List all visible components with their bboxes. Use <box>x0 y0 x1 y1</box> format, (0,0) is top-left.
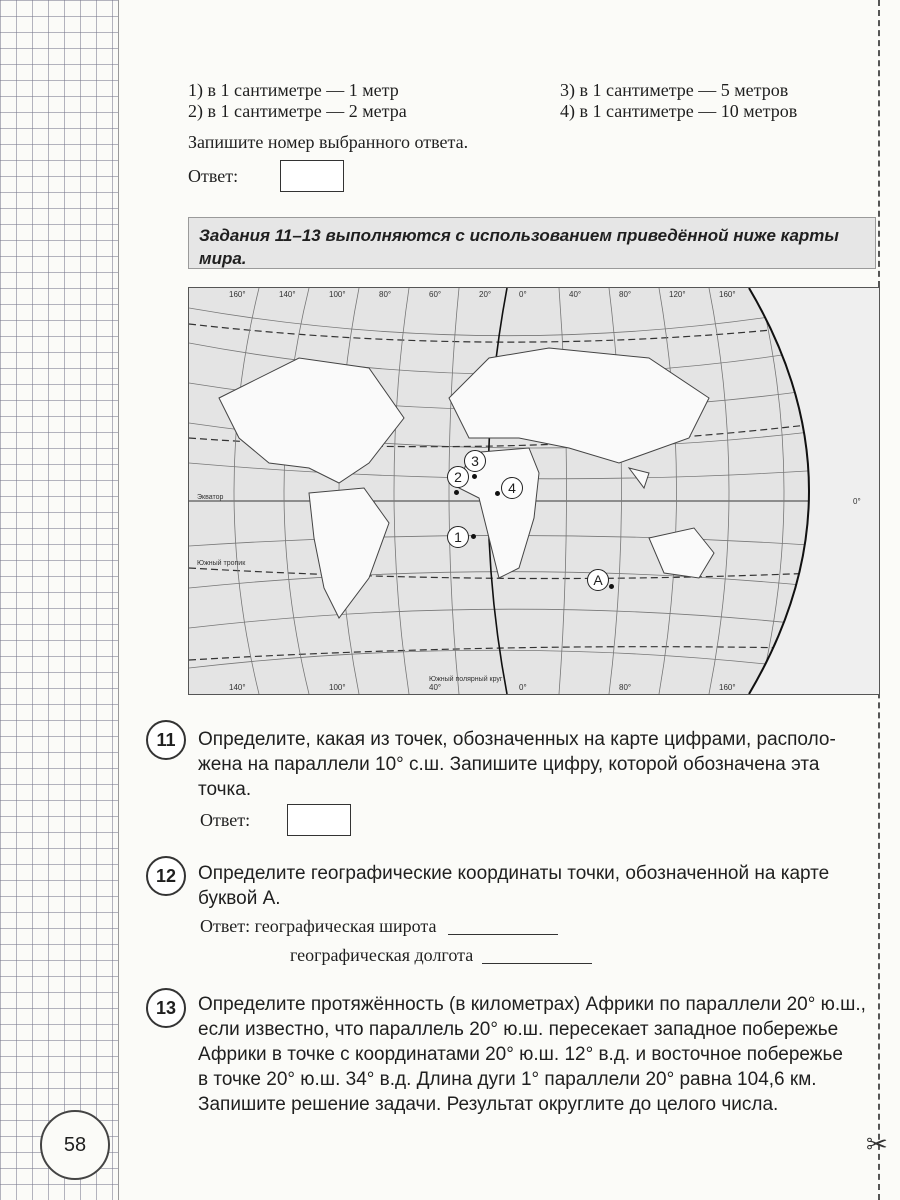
svg-text:0°: 0° <box>519 683 527 692</box>
svg-text:80°: 80° <box>379 290 392 299</box>
svg-text:40°: 40° <box>569 290 582 299</box>
point-1-dot <box>471 534 476 539</box>
svg-text:40°: 40° <box>429 683 442 692</box>
world-map-svg <box>189 288 879 694</box>
point-a-marker: A <box>587 569 609 591</box>
task-11-line-2: жена на параллели 10° с.ш. Запишите цифру, которой обозначена эта <box>198 754 820 775</box>
svg-text:120°: 120° <box>669 290 686 299</box>
point-3-dot <box>472 474 477 479</box>
point-4-marker: 4 <box>501 477 523 499</box>
task-13-number: 13 <box>146 988 186 1028</box>
task-13-line-4: в точке 20° ю.ш. 34° в.д. Длина дуги 1° параллели 20° равна 104,6 км. <box>198 1069 817 1090</box>
task-11-answer-box[interactable] <box>287 804 351 836</box>
task-13-line-1: Определите протяжённость (в километрах) Африки по параллели 20° ю.ш., <box>198 994 866 1015</box>
scissors-icon: ✂ <box>866 1130 888 1159</box>
answer-label: Ответ: <box>188 166 239 186</box>
task-13-line-5: Запишите решение задачи. Результат округлите до целого числа. <box>198 1094 779 1115</box>
svg-text:80°: 80° <box>619 290 632 299</box>
task-11-line-1: Определите, какая из точек, обозначенных на карте цифрами, располо- <box>198 729 836 750</box>
task-11-number: 11 <box>146 720 186 760</box>
option-3: 3) в 1 сантиметре — 5 метров <box>560 80 789 100</box>
option-2: 2) в 1 сантиметре — 2 метра <box>188 101 407 121</box>
graph-paper-margin <box>0 0 119 1200</box>
south-polar-label: Южный полярный круг <box>429 676 503 683</box>
option-4: 4) в 1 сантиметре — 10 метров <box>560 101 798 121</box>
svg-text:160°: 160° <box>229 290 246 299</box>
svg-text:140°: 140° <box>229 683 246 692</box>
svg-text:80°: 80° <box>619 683 632 692</box>
page-number: 58 <box>40 1110 110 1180</box>
tasks-banner: Задания 11–13 выполняются с использованием приведённой ниже карты мира. <box>188 217 876 269</box>
point-3-marker: 3 <box>464 450 486 472</box>
task-12-line-2: буквой А. <box>198 888 281 909</box>
map-graticule <box>189 288 879 694</box>
option-1: 1) в 1 сантиметре — 1 метр <box>188 80 399 100</box>
svg-text:160°: 160° <box>719 290 736 299</box>
svg-text:60°: 60° <box>429 290 442 299</box>
svg-text:160°: 160° <box>719 683 736 692</box>
task-12-answer-longitude-label: географическая долгота <box>290 945 474 965</box>
svg-text:0°: 0° <box>853 497 861 506</box>
point-2-marker: 2 <box>447 466 469 488</box>
svg-text:20°: 20° <box>479 290 492 299</box>
world-map <box>188 287 880 695</box>
task-11-answer-label: Ответ: <box>200 810 251 830</box>
task-12-line-1: Определите географические координаты точки, обозначенной на карте <box>198 863 830 884</box>
task-12-answer-latitude-label: Ответ: географическая широта <box>200 916 437 936</box>
svg-text:140°: 140° <box>279 290 296 299</box>
latitude-answer-field[interactable] <box>448 934 558 935</box>
task-11-line-3: точка. <box>198 779 252 800</box>
svg-text:100°: 100° <box>329 683 346 692</box>
point-1-marker: 1 <box>447 526 469 548</box>
longitude-answer-field[interactable] <box>482 963 592 964</box>
south-tropic-label: Южный тропик <box>197 560 246 567</box>
instruction-text: Запишите номер выбранного ответа. <box>188 132 469 152</box>
point-2-dot <box>454 490 459 495</box>
svg-text:0°: 0° <box>519 290 527 299</box>
svg-text:100°: 100° <box>329 290 346 299</box>
point-a-dot <box>609 584 614 589</box>
answer-box-10[interactable] <box>280 160 344 192</box>
point-4-dot <box>495 491 500 496</box>
task-13-line-2: если известно, что параллель 20° ю.ш. пересекает западное побережье <box>198 1019 839 1040</box>
task-12-number: 12 <box>146 856 186 896</box>
equator-label: Экватор <box>197 494 224 501</box>
task-13-line-3: Африки в точке с координатами 20° ю.ш. 12° в.д. и восточное побережье <box>198 1044 843 1065</box>
